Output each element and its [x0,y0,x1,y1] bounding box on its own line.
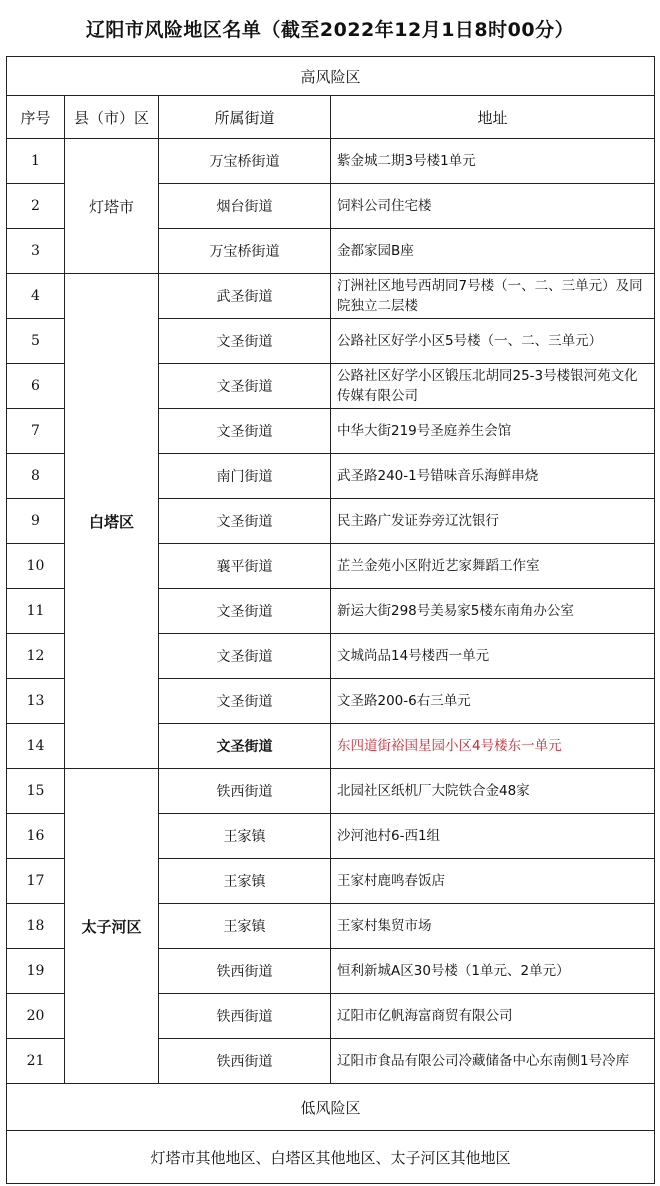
row-address: 恒利新城A区30号楼（1单元、2单元） [331,949,655,994]
row-seq: 8 [7,454,65,499]
row-address: 辽阳市亿帆海富商贸有限公司 [331,994,655,1039]
row-address: 公路社区好学小区5号楼（一、二、三单元） [331,319,655,364]
row-street: 文圣街道 [159,589,331,634]
row-address: 芷兰金苑小区附近艺家舞蹈工作室 [331,544,655,589]
row-seq: 3 [7,229,65,274]
row-seq: 2 [7,184,65,229]
table-row [7,274,655,319]
row-address: 饲料公司住宅楼 [331,184,655,229]
row-street: 文圣街道 [159,724,331,769]
row-street: 铁西街道 [159,994,331,1039]
row-address: 北园社区纸机厂大院铁合金48家 [331,769,655,814]
row-street: 文圣街道 [159,409,331,454]
row-street: 万宝桥街道 [159,229,331,274]
header-county: 县（市）区 [65,96,159,139]
row-street: 文圣街道 [159,499,331,544]
high-risk-label: 高风险区 [7,57,655,96]
row-address: 金都家园B座 [331,229,655,274]
row-street: 武圣街道 [159,274,331,319]
row-seq: 13 [7,679,65,724]
row-street: 襄平街道 [159,544,331,589]
row-seq: 11 [7,589,65,634]
row-seq: 15 [7,769,65,814]
row-seq: 18 [7,904,65,949]
row-street: 铁西街道 [159,769,331,814]
row-seq: 6 [7,364,65,409]
row-address: 王家村集贸市场 [331,904,655,949]
row-street: 南门街道 [159,454,331,499]
row-address: 王家村鹿鸣春饭店 [331,859,655,904]
row-street: 烟台街道 [159,184,331,229]
county-cell: 太子河区 [65,769,159,1084]
row-street: 王家镇 [159,814,331,859]
header-address: 地址 [331,96,655,139]
row-street: 万宝桥街道 [159,139,331,184]
row-address: 新运大街298号美易家5楼东南角办公室 [331,589,655,634]
row-seq: 14 [7,724,65,769]
row-address: 文城尚品14号楼西一单元 [331,634,655,679]
row-address: 公路社区好学小区锻压北胡同25-3号楼银河苑文化传媒有限公司 [331,364,655,409]
row-street: 铁西街道 [159,949,331,994]
row-street: 王家镇 [159,904,331,949]
row-seq: 10 [7,544,65,589]
row-street: 文圣街道 [159,634,331,679]
row-address: 紫金城二期3号楼1单元 [331,139,655,184]
row-address: 汀洲社区地号西胡同7号楼（一、二、三单元）及同院独立二层楼 [331,274,655,319]
row-address: 文圣路200-6右三单元 [331,679,655,724]
row-seq: 17 [7,859,65,904]
row-street: 文圣街道 [159,319,331,364]
low-risk-row [7,1131,655,1184]
county-cell: 白塔区 [65,274,159,769]
row-address: 沙河池村6-西1组 [331,814,655,859]
row-street: 铁西街道 [159,1039,331,1084]
header-seq: 序号 [7,96,65,139]
table-row [7,139,655,184]
row-seq: 12 [7,634,65,679]
row-seq: 1 [7,139,65,184]
row-seq: 5 [7,319,65,364]
row-address-highlighted: 东四道街裕国星园小区4号楼东一单元 [331,724,655,769]
low-risk-text: 灯塔市其他地区、白塔区其他地区、太子河区其他地区 [7,1131,655,1184]
row-seq: 19 [7,949,65,994]
row-street: 文圣街道 [159,364,331,409]
low-risk-label: 低风险区 [7,1084,655,1131]
column-header-row [7,96,655,139]
page-title: 辽阳市风险地区名单（截至2022年12月1日8时00分） [85,18,575,41]
row-seq: 20 [7,994,65,1039]
row-seq: 9 [7,499,65,544]
row-address: 辽阳市食品有限公司冷藏储备中心东南侧1号冷库 [331,1039,655,1084]
high-risk-section-header [7,57,655,96]
row-address: 中华大街219号圣庭养生会馆 [331,409,655,454]
low-risk-section-header [7,1084,655,1131]
row-seq: 21 [7,1039,65,1084]
row-address: 武圣路240-1号错味音乐海鲜串烧 [331,454,655,499]
risk-area-table [6,56,655,1184]
row-street: 文圣街道 [159,679,331,724]
row-address: 民主路广发证券旁辽沈银行 [331,499,655,544]
county-cell: 灯塔市 [65,139,159,274]
header-street: 所属街道 [159,96,331,139]
table-row [7,769,655,814]
row-seq: 4 [7,274,65,319]
row-seq: 7 [7,409,65,454]
row-street: 王家镇 [159,859,331,904]
row-seq: 16 [7,814,65,859]
